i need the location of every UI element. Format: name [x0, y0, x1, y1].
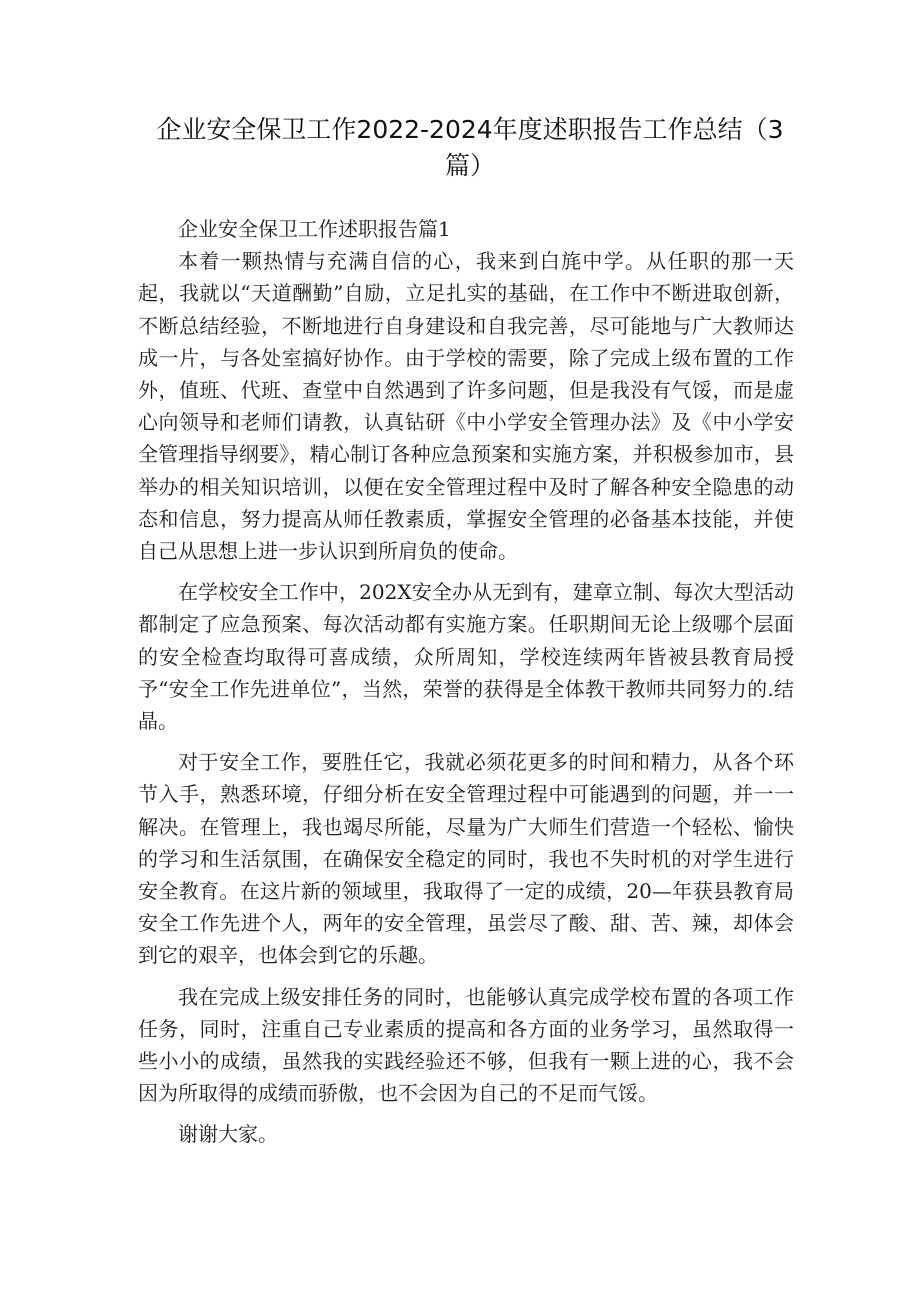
paragraph-4: 我在完成上级安排任务的同时，也能够认真完成学校布置的各项工作任务，同时，注重自己专业素质的提高和各方面的业务学习，虽然取得一些小小的成绩，虽然我的实践经验还不够，但我有一颗上进的心，我不会因为所取得的成绩而骄傲，也不会因为自己的不足而气馁。	[138, 984, 794, 1106]
paragraph-2: 在学校安全工作中，202X安全办从无到有，建章立制、每次大型活动都制定了应急预案、每次活动都有实施方案。任职期间无论上级哪个层面的安全检查均取得可喜成绩，众所周知，学校连续两年皆被县教育局授予“安全工作先进单位”，当然，荣誉的获得是全体教干教师共同努力的.结晶。	[138, 580, 794, 734]
paragraph-1: 本着一颗热情与充满自信的心，我来到白旄中学。从任职的那一天起，我就以“天道酬勤”自励，立足扎实的基础，在工作中不断进取创新，不断总结经验，不断地进行自身建设和自我完善，尽可能地与广大教师达成一片，与各处室搞好协作。由于学校的需要，除了完成上级布置的工作外，值班、代班、查堂中自然遇到了许多问题，但是我没有气馁，而是虚心向领导和老师们请教，认真钻研《中小学安全管理办法》及《中小学安全管理指导纲要》，精心制订各种应急预案和实施方案，并积极参加市，县举办的相关知识培训，以便在安全管理过程中及时了解各种安全隐患的动态和信息，努力提高从师任教素质，掌握安全管理的必备基本技能，并使自己从思想上进一步认识到所肩负的使命。	[138, 249, 794, 564]
document-title: 企业安全保卫工作2022-2024年度述职报告工作总结（3篇）	[156, 115, 784, 180]
closing-line: 谢谢大家。	[178, 1122, 278, 1147]
document-body	[138, 213, 794, 1151]
paragraph-3: 对于安全工作，要胜任它，我就必须花更多的时间和精力，从各个环节入手，熟悉环境，仔细分析在安全管理过程中可能遇到的问题，并一一解决。在管理上，我也竭尽所能，尽量为广大师生们营造一个轻松、愉快的学习和生活氛围，在确保安全稳定的同时，我也不失时机的对学生进行安全教育。在这片新的领域里，我取得了一定的成绩，20—年获县教育局安全工作先进个人，两年的安全管理，虽尝尽了酸、甜、苦、辣，却体会到它的艰辛，也体会到它的乐趣。	[138, 750, 794, 968]
section-heading: 企业安全保卫工作述职报告篇1	[178, 217, 451, 241]
